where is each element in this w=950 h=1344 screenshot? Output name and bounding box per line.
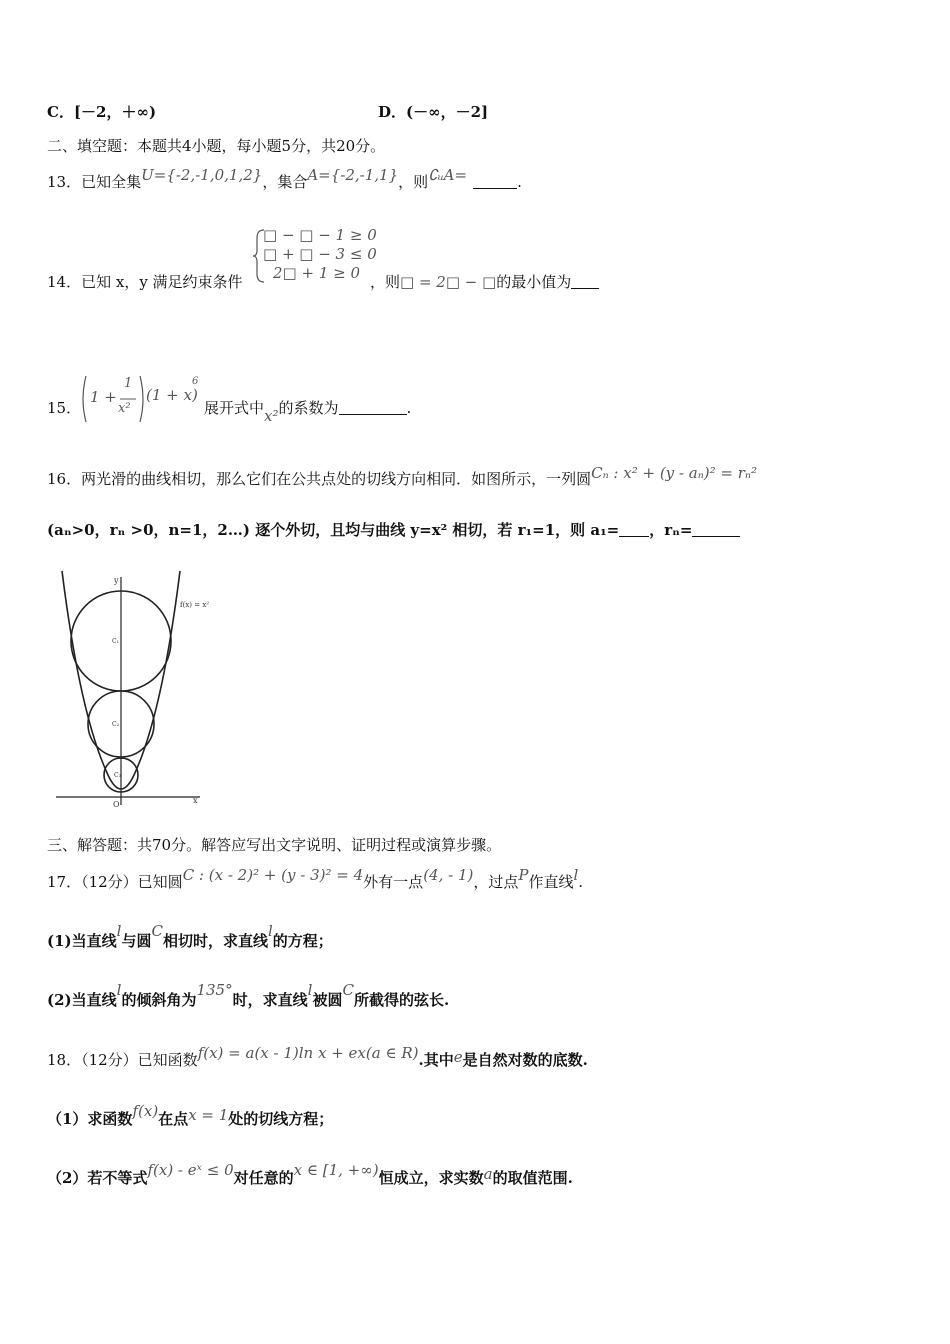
q17-part-2 bbox=[47, 981, 450, 1010]
q13-set-a: A={-2,-1,1} bbox=[307, 166, 399, 184]
q15-xvar: x² bbox=[264, 407, 279, 425]
q13-answer-blank bbox=[473, 174, 517, 189]
q13-end: . bbox=[517, 173, 522, 191]
q18-part-2 bbox=[47, 1161, 573, 1188]
q17-part-1 bbox=[47, 922, 333, 951]
q15-expression bbox=[80, 372, 210, 424]
q17-p1b: 与圆 bbox=[121, 932, 152, 950]
q15-frac-num: 1 bbox=[124, 376, 133, 391]
q15-number: 15． bbox=[47, 399, 82, 417]
q17-stem bbox=[47, 866, 584, 892]
q18-p2a: （2）若不等式 bbox=[47, 1169, 148, 1187]
q13-number: 13．已知全集 bbox=[47, 173, 142, 191]
q18-p2c: 恒成立，求实数 bbox=[378, 1169, 484, 1187]
q16-rn-label: ，rₙ= bbox=[649, 521, 693, 539]
q15-exponent: 6 bbox=[192, 376, 199, 387]
q15-tail-line bbox=[204, 398, 412, 425]
q17-mid2: ，过点 bbox=[473, 873, 519, 891]
q17-end: . bbox=[578, 873, 584, 891]
q18-tail2: 是自然对数的底数. bbox=[462, 1051, 588, 1069]
q18-p1a: （1）求函数 bbox=[47, 1110, 133, 1128]
question-13 bbox=[47, 166, 522, 192]
q17-p1d: 的方程； bbox=[272, 932, 333, 950]
q13-universal-set: U={-2,-1,0,1,2} bbox=[141, 166, 263, 184]
q16-blank-a1 bbox=[619, 522, 649, 537]
q18-inequality: f(x) - eˣ ≤ 0 bbox=[147, 1161, 234, 1179]
q18-x1: x = 1 bbox=[188, 1106, 229, 1124]
q17-p2b: 的倾斜角为 bbox=[121, 991, 197, 1009]
q14-objective: □ = 2□ − □ bbox=[400, 273, 497, 291]
section-2-heading: 二、填空题：本题共4小题，每小题5分，共20分。 bbox=[47, 137, 386, 155]
option-c: C．[－2，＋∞) bbox=[47, 103, 157, 121]
q16-line-1 bbox=[47, 464, 758, 489]
section-3-heading: 三、解答题：共70分。解答应写出文字说明、证明过程或演算步骤。 bbox=[47, 836, 502, 854]
q15-term1: 1 + bbox=[90, 388, 117, 406]
q16-figure bbox=[50, 565, 240, 815]
q15-answer-blank bbox=[339, 400, 407, 415]
q14-constraint-1: □ − □ − 1 ≥ 0 bbox=[263, 226, 377, 244]
fig-function-label: f(x) = x² bbox=[180, 601, 210, 609]
q15-mid: 展开式中 bbox=[204, 399, 265, 417]
q17-p1-l2: l bbox=[267, 922, 273, 940]
q14-tail-line bbox=[370, 272, 599, 292]
q17-l: l bbox=[573, 866, 579, 884]
q18-p2b: 对任意的 bbox=[233, 1169, 294, 1187]
q18-fx: f(x) bbox=[132, 1102, 159, 1120]
fig-origin-label: O bbox=[113, 800, 120, 809]
q15-end: . bbox=[406, 399, 412, 417]
option-d: D．(－∞，－2] bbox=[378, 103, 489, 121]
q18-a: a bbox=[483, 1165, 493, 1183]
q17-p1a: (1)当直线 bbox=[47, 932, 117, 950]
q16-conditions: (aₙ>0，rₙ >0，n=1，2…) 逐个外切，且均与曲线 y=x² 相切，若 r₁=1，则 a₁= bbox=[47, 521, 620, 539]
fig-x-label: x bbox=[193, 796, 198, 805]
q17-p: P bbox=[518, 866, 529, 884]
q18-function: f(x) = a(x - 1)ln x + ex(a ∈ R) bbox=[197, 1044, 419, 1062]
q17-angle: 135° bbox=[196, 981, 233, 999]
fig-c1-label: C₁ bbox=[112, 638, 119, 645]
q14-constraint-system bbox=[253, 226, 377, 283]
brace-icon bbox=[253, 228, 267, 284]
fig-c3-label: C₃ bbox=[114, 772, 121, 779]
q17-circle-eq: C : (x - 2)² + (y - 3)² = 4 bbox=[182, 866, 364, 884]
q17-p2a: (2)当直线 bbox=[47, 991, 117, 1009]
q17-p2-l2: l bbox=[307, 981, 313, 999]
q17-p1c: 相切时，求直线 bbox=[162, 932, 268, 950]
q17-mid: 外有一点 bbox=[363, 873, 424, 891]
q16-intro: 16．两光滑的曲线相切，那么它们在公共点处的切线方向相同．如图所示，一列圆 bbox=[47, 470, 592, 488]
fig-c2-label: C₂ bbox=[112, 721, 119, 728]
q14-then: ，则 bbox=[370, 273, 401, 291]
q18-number: 18．（12分）已知函数 bbox=[47, 1051, 198, 1069]
q17-tail: 作直线 bbox=[528, 873, 574, 891]
q15-frac-den: x² bbox=[118, 401, 131, 416]
q17-p1-c: C bbox=[151, 922, 163, 940]
q18-e: e bbox=[453, 1048, 463, 1066]
q16-blank-rn bbox=[692, 522, 740, 537]
q18-tail1: .其中 bbox=[418, 1051, 454, 1069]
q13-complement: ∁ᵤA= bbox=[428, 166, 468, 184]
q14-tail: 的最小值为 bbox=[496, 273, 572, 291]
q18-p2d: 的取值范围. bbox=[492, 1169, 573, 1187]
q18-range: x ∈ [1, +∞) bbox=[293, 1161, 379, 1179]
q14-constraint-2: □ + □ − 3 ≤ 0 bbox=[263, 245, 377, 263]
fig-y-label: y bbox=[114, 576, 119, 585]
q13-then: ，则 bbox=[398, 173, 429, 191]
q13-mid: ，集合 bbox=[262, 173, 308, 191]
q18-stem bbox=[47, 1044, 588, 1070]
q15-tail: 的系数为 bbox=[278, 399, 339, 417]
q17-p2c: 时，求直线 bbox=[232, 991, 308, 1009]
q17-number: 17．（12分）已知圆 bbox=[47, 873, 183, 891]
q17-p1-l: l bbox=[116, 922, 122, 940]
q14-text: 14．已知 x，y 满足约束条件 bbox=[47, 273, 243, 291]
q14-answer-blank bbox=[571, 274, 599, 289]
q17-point: (4, - 1) bbox=[423, 866, 474, 884]
q17-p2e: 所截得的弦长. bbox=[353, 991, 450, 1009]
q17-p2-c: C bbox=[342, 981, 354, 999]
q14-constraint-3: 2□ + 1 ≥ 0 bbox=[273, 264, 361, 282]
q18-p1b: 在点 bbox=[158, 1110, 189, 1128]
q18-part-1 bbox=[47, 1102, 334, 1129]
q17-p2-l: l bbox=[116, 981, 122, 999]
q16-circle-formula: Cₙ : x² + (y - aₙ)² = rₙ² bbox=[591, 464, 758, 482]
q15-term2: (1 + x) bbox=[146, 386, 198, 404]
q18-p1c: 处的切线方程； bbox=[228, 1110, 334, 1128]
q16-line-2 bbox=[47, 520, 740, 540]
q17-p2d: 被圆 bbox=[312, 991, 343, 1009]
